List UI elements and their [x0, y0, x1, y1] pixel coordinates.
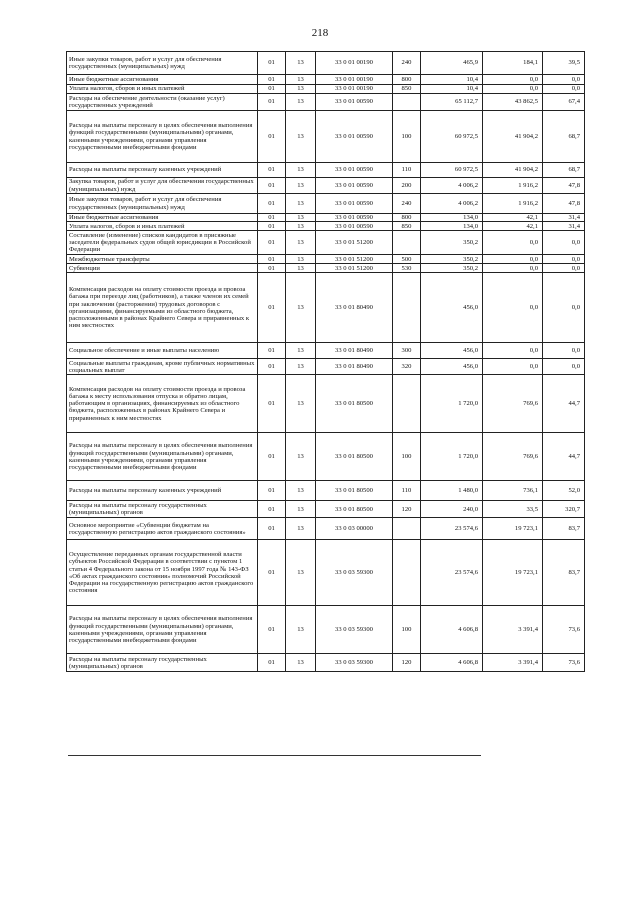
cell-section: 01 [258, 52, 286, 75]
cell-name: Основное мероприятие «Субвенции бюджетам на государственную регистрацию актов гражданского состояния» [67, 518, 258, 540]
cell-executed: 41 904,2 [483, 111, 543, 163]
cell-section: 01 [258, 214, 286, 222]
cell-name: Социальное обеспечение и иные выплаты населению [67, 343, 258, 359]
table-row [67, 501, 585, 518]
cell-subsection: 13 [286, 194, 316, 214]
cell-name: Субвенции [67, 264, 258, 273]
cell-name: Осуществление переданных органам государственной власти субъектов Российской Федерации в соответствии с пунктом 1 статьи 4 Федерального закона от 15 ноября 1997 года № 143-ФЗ «Об актах гражданского состояния» полномочий Российской Федерации на государственную регистрацию актов гражданского состояния [67, 540, 258, 606]
cell-name: Уплата налогов, сборов и иных платежей [67, 85, 258, 94]
cell-target-article: 33 0 01 00590 [316, 214, 393, 222]
cell-section: 01 [258, 163, 286, 178]
cell-planned: 4 606,8 [421, 654, 483, 672]
cell-subsection: 13 [286, 481, 316, 501]
cell-name: Расходы на выплаты персоналу казенных учреждений [67, 481, 258, 501]
table-row [67, 85, 585, 94]
cell-percent: 73,6 [543, 654, 585, 672]
cell-executed: 0,0 [483, 75, 543, 85]
cell-subsection: 13 [286, 231, 316, 255]
table-row [67, 518, 585, 540]
cell-planned: 1 720,0 [421, 375, 483, 433]
table-row [67, 75, 585, 85]
cell-section: 01 [258, 85, 286, 94]
cell-name: Расходы на выплаты персоналу казенных учреждений [67, 163, 258, 178]
cell-subsection: 13 [286, 85, 316, 94]
cell-subsection: 13 [286, 654, 316, 672]
cell-planned: 4 006,2 [421, 194, 483, 214]
cell-name: Иные закупки товаров, работ и услуг для обеспечения государственных (муниципальных) нужд [67, 52, 258, 75]
cell-target-article: 33 0 01 00190 [316, 52, 393, 75]
cell-expense-type: 100 [393, 606, 421, 654]
cell-name: Расходы на выплаты персоналу в целях обеспечения выполнения функций государственными (муниципальными) органами, казенными учреждениями, органами управления государственными внебюджетными фондами [67, 606, 258, 654]
table-row [67, 343, 585, 359]
cell-planned: 4 006,2 [421, 178, 483, 194]
cell-executed: 0,0 [483, 264, 543, 273]
cell-section: 01 [258, 343, 286, 359]
cell-planned: 23 574,6 [421, 540, 483, 606]
cell-planned: 60 972,5 [421, 111, 483, 163]
cell-expense-type: 100 [393, 433, 421, 481]
cell-section: 01 [258, 111, 286, 163]
cell-percent: 44,7 [543, 375, 585, 433]
cell-target-article: 33 0 03 59300 [316, 540, 393, 606]
cell-target-article: 33 0 01 80490 [316, 343, 393, 359]
cell-expense-type: 240 [393, 52, 421, 75]
cell-planned: 350,2 [421, 264, 483, 273]
cell-target-article: 33 0 01 80500 [316, 433, 393, 481]
cell-percent: 31,4 [543, 214, 585, 222]
cell-subsection: 13 [286, 75, 316, 85]
cell-target-article: 33 0 03 59300 [316, 654, 393, 672]
cell-planned: 1 480,0 [421, 481, 483, 501]
cell-executed: 33,5 [483, 501, 543, 518]
cell-name: Расходы на выплаты персоналу в целях обеспечения выполнения функций государственными (муниципальными) органами, казенными учреждениями, органами управления государственными внебюджетными фондами [67, 433, 258, 481]
cell-expense-type: 240 [393, 194, 421, 214]
cell-target-article: 33 0 01 80490 [316, 273, 393, 343]
cell-executed: 769,6 [483, 375, 543, 433]
cell-subsection: 13 [286, 222, 316, 231]
table-row [67, 255, 585, 264]
table-row [67, 52, 585, 75]
cell-section: 01 [258, 375, 286, 433]
cell-planned: 134,0 [421, 222, 483, 231]
cell-executed: 0,0 [483, 359, 543, 375]
cell-subsection: 13 [286, 163, 316, 178]
cell-name: Иные бюджетные ассигнования [67, 75, 258, 85]
cell-executed: 0,0 [483, 255, 543, 264]
cell-executed: 184,1 [483, 52, 543, 75]
cell-subsection: 13 [286, 94, 316, 111]
cell-planned: 240,0 [421, 501, 483, 518]
cell-target-article: 33 0 03 59300 [316, 606, 393, 654]
cell-section: 01 [258, 654, 286, 672]
cell-executed: 0,0 [483, 343, 543, 359]
cell-target-article: 33 0 01 51200 [316, 264, 393, 273]
cell-name: Расходы на выплаты персоналу государственных (муниципальных) органов [67, 654, 258, 672]
cell-percent: 39,5 [543, 52, 585, 75]
cell-executed: 3 391,4 [483, 606, 543, 654]
cell-expense-type [393, 375, 421, 433]
table-row [67, 111, 585, 163]
table-row [67, 178, 585, 194]
cell-target-article: 33 0 01 00590 [316, 94, 393, 111]
table-row [67, 606, 585, 654]
cell-planned: 4 606,8 [421, 606, 483, 654]
cell-subsection: 13 [286, 178, 316, 194]
cell-subsection: 13 [286, 264, 316, 273]
table-row [67, 94, 585, 111]
cell-subsection: 13 [286, 501, 316, 518]
cell-executed: 1 916,2 [483, 194, 543, 214]
cell-subsection: 13 [286, 359, 316, 375]
cell-percent: 47,8 [543, 178, 585, 194]
cell-expense-type [393, 94, 421, 111]
cell-expense-type: 800 [393, 214, 421, 222]
cell-section: 01 [258, 481, 286, 501]
cell-planned: 1 720,0 [421, 433, 483, 481]
cell-name: Компенсация расходов на оплату стоимости проезда и провоза багажа к месту использования отпуска и обратно лицам, работающим в организациях, финансируемых из областного бюджета, расположенных в районах Крайнего Севера и приравненных к ним местностях [67, 375, 258, 433]
cell-executed: 769,6 [483, 433, 543, 481]
cell-percent: 0,0 [543, 75, 585, 85]
cell-executed: 42,1 [483, 222, 543, 231]
cell-expense-type: 530 [393, 264, 421, 273]
cell-expense-type: 850 [393, 222, 421, 231]
cell-target-article: 33 0 01 00190 [316, 75, 393, 85]
cell-name: Иные бюджетные ассигнования [67, 214, 258, 222]
cell-subsection: 13 [286, 111, 316, 163]
cell-executed: 19 723,1 [483, 518, 543, 540]
cell-subsection: 13 [286, 273, 316, 343]
cell-planned: 456,0 [421, 359, 483, 375]
cell-planned: 10,4 [421, 75, 483, 85]
cell-planned: 350,2 [421, 255, 483, 264]
cell-executed: 0,0 [483, 85, 543, 94]
cell-expense-type: 100 [393, 111, 421, 163]
cell-percent: 0,0 [543, 231, 585, 255]
cell-percent: 0,0 [543, 264, 585, 273]
cell-name: Социальные выплаты гражданам, кроме публичных нормативных социальных выплат [67, 359, 258, 375]
table-row [67, 194, 585, 214]
cell-percent: 68,7 [543, 163, 585, 178]
cell-subsection: 13 [286, 375, 316, 433]
table-row [67, 163, 585, 178]
cell-section: 01 [258, 178, 286, 194]
cell-executed: 1 916,2 [483, 178, 543, 194]
cell-planned: 10,4 [421, 85, 483, 94]
cell-subsection: 13 [286, 540, 316, 606]
table-row [67, 264, 585, 273]
cell-expense-type: 850 [393, 85, 421, 94]
cell-percent: 68,7 [543, 111, 585, 163]
cell-planned: 350,2 [421, 231, 483, 255]
cell-target-article: 33 0 01 80500 [316, 375, 393, 433]
cell-section: 01 [258, 222, 286, 231]
cell-target-article: 33 0 01 80490 [316, 359, 393, 375]
table-row [67, 540, 585, 606]
cell-target-article: 33 0 01 00590 [316, 194, 393, 214]
cell-percent: 67,4 [543, 94, 585, 111]
cell-executed: 41 904,2 [483, 163, 543, 178]
page-number: 218 [311, 27, 329, 39]
table-row [67, 273, 585, 343]
cell-percent: 0,0 [543, 273, 585, 343]
cell-executed: 42,1 [483, 214, 543, 222]
cell-percent: 320,7 [543, 501, 585, 518]
cell-expense-type [393, 518, 421, 540]
cell-section: 01 [258, 94, 286, 111]
cell-section: 01 [258, 606, 286, 654]
cell-expense-type: 500 [393, 255, 421, 264]
cell-planned: 134,0 [421, 214, 483, 222]
cell-executed: 0,0 [483, 273, 543, 343]
cell-expense-type: 320 [393, 359, 421, 375]
cell-section: 01 [258, 194, 286, 214]
cell-executed: 19 723,1 [483, 540, 543, 606]
cell-expense-type: 120 [393, 501, 421, 518]
cell-subsection: 13 [286, 52, 316, 75]
cell-planned: 60 972,5 [421, 163, 483, 178]
cell-expense-type [393, 231, 421, 255]
cell-name: Расходы на выплаты персоналу в целях обеспечения выполнения функций государственными (муниципальными) органами, казенными учреждениями, органами управления государственными внебюджетными фондами [67, 111, 258, 163]
cell-percent: 31,4 [543, 222, 585, 231]
cell-executed: 43 862,5 [483, 94, 543, 111]
cell-expense-type: 200 [393, 178, 421, 194]
cell-target-article: 33 0 01 00590 [316, 222, 393, 231]
cell-section: 01 [258, 501, 286, 518]
cell-target-article: 33 0 01 80500 [316, 501, 393, 518]
cell-expense-type [393, 273, 421, 343]
cell-target-article: 33 0 01 00590 [316, 163, 393, 178]
cell-expense-type: 300 [393, 343, 421, 359]
cell-expense-type: 110 [393, 163, 421, 178]
cell-percent: 0,0 [543, 343, 585, 359]
cell-section: 01 [258, 273, 286, 343]
table-row [67, 214, 585, 222]
cell-name: Расходы на выплаты персоналу государственных (муниципальных) органов [67, 501, 258, 518]
cell-executed: 3 391,4 [483, 654, 543, 672]
cell-target-article: 33 0 03 00000 [316, 518, 393, 540]
footer-divider [68, 755, 481, 756]
cell-name: Компенсация расходов на оплату стоимости проезда и провоза багажа при переезде лиц (работников), а также членов их семей при заключении (расторжении) трудовых договоров с организациями, финансируемыми из областного бюджета, расположенными в районах Крайнего Севера и приравненных к ним местностях [67, 273, 258, 343]
cell-name: Закупка товаров, работ и услуг для обеспечения государственных (муниципальных) нужд [67, 178, 258, 194]
cell-percent: 83,7 [543, 540, 585, 606]
budget-table [66, 51, 585, 672]
cell-expense-type: 120 [393, 654, 421, 672]
cell-name: Расходы на обеспечение деятельности (оказание услуг) государственных учреждений [67, 94, 258, 111]
cell-section: 01 [258, 255, 286, 264]
cell-target-article: 33 0 01 51200 [316, 231, 393, 255]
cell-section: 01 [258, 231, 286, 255]
cell-percent: 73,6 [543, 606, 585, 654]
cell-percent: 0,0 [543, 85, 585, 94]
cell-subsection: 13 [286, 606, 316, 654]
table-body [67, 52, 585, 672]
cell-percent: 0,0 [543, 359, 585, 375]
cell-expense-type: 110 [393, 481, 421, 501]
cell-planned: 465,9 [421, 52, 483, 75]
cell-planned: 456,0 [421, 343, 483, 359]
cell-target-article: 33 0 01 80500 [316, 481, 393, 501]
cell-subsection: 13 [286, 343, 316, 359]
cell-percent: 0,0 [543, 255, 585, 264]
cell-expense-type: 800 [393, 75, 421, 85]
cell-section: 01 [258, 540, 286, 606]
cell-target-article: 33 0 01 00590 [316, 178, 393, 194]
cell-planned: 23 574,6 [421, 518, 483, 540]
cell-target-article: 33 0 01 51200 [316, 255, 393, 264]
table-row [67, 654, 585, 672]
cell-target-article: 33 0 01 00190 [316, 85, 393, 94]
cell-executed: 0,0 [483, 231, 543, 255]
cell-section: 01 [258, 433, 286, 481]
cell-planned: 456,0 [421, 273, 483, 343]
cell-subsection: 13 [286, 518, 316, 540]
cell-name: Иные закупки товаров, работ и услуг для обеспечения государственных (муниципальных) нужд [67, 194, 258, 214]
table-row [67, 359, 585, 375]
table-row [67, 433, 585, 481]
cell-executed: 736,1 [483, 481, 543, 501]
cell-name: Межбюджетные трансферты [67, 255, 258, 264]
cell-name: Уплата налогов, сборов и иных платежей [67, 222, 258, 231]
table-row [67, 481, 585, 501]
table-row [67, 222, 585, 231]
cell-subsection: 13 [286, 433, 316, 481]
cell-percent: 47,8 [543, 194, 585, 214]
cell-section: 01 [258, 75, 286, 85]
cell-percent: 52,0 [543, 481, 585, 501]
cell-section: 01 [258, 264, 286, 273]
cell-name: Составление (изменение) списков кандидатов в присяжные заседатели федеральных судов общей юрисдикции в Российской Федерации [67, 231, 258, 255]
cell-section: 01 [258, 359, 286, 375]
cell-expense-type [393, 540, 421, 606]
cell-target-article: 33 0 01 00590 [316, 111, 393, 163]
cell-subsection: 13 [286, 214, 316, 222]
cell-planned: 65 112,7 [421, 94, 483, 111]
cell-section: 01 [258, 518, 286, 540]
cell-percent: 44,7 [543, 433, 585, 481]
cell-subsection: 13 [286, 255, 316, 264]
table-row [67, 231, 585, 255]
cell-percent: 83,7 [543, 518, 585, 540]
table-row [67, 375, 585, 433]
